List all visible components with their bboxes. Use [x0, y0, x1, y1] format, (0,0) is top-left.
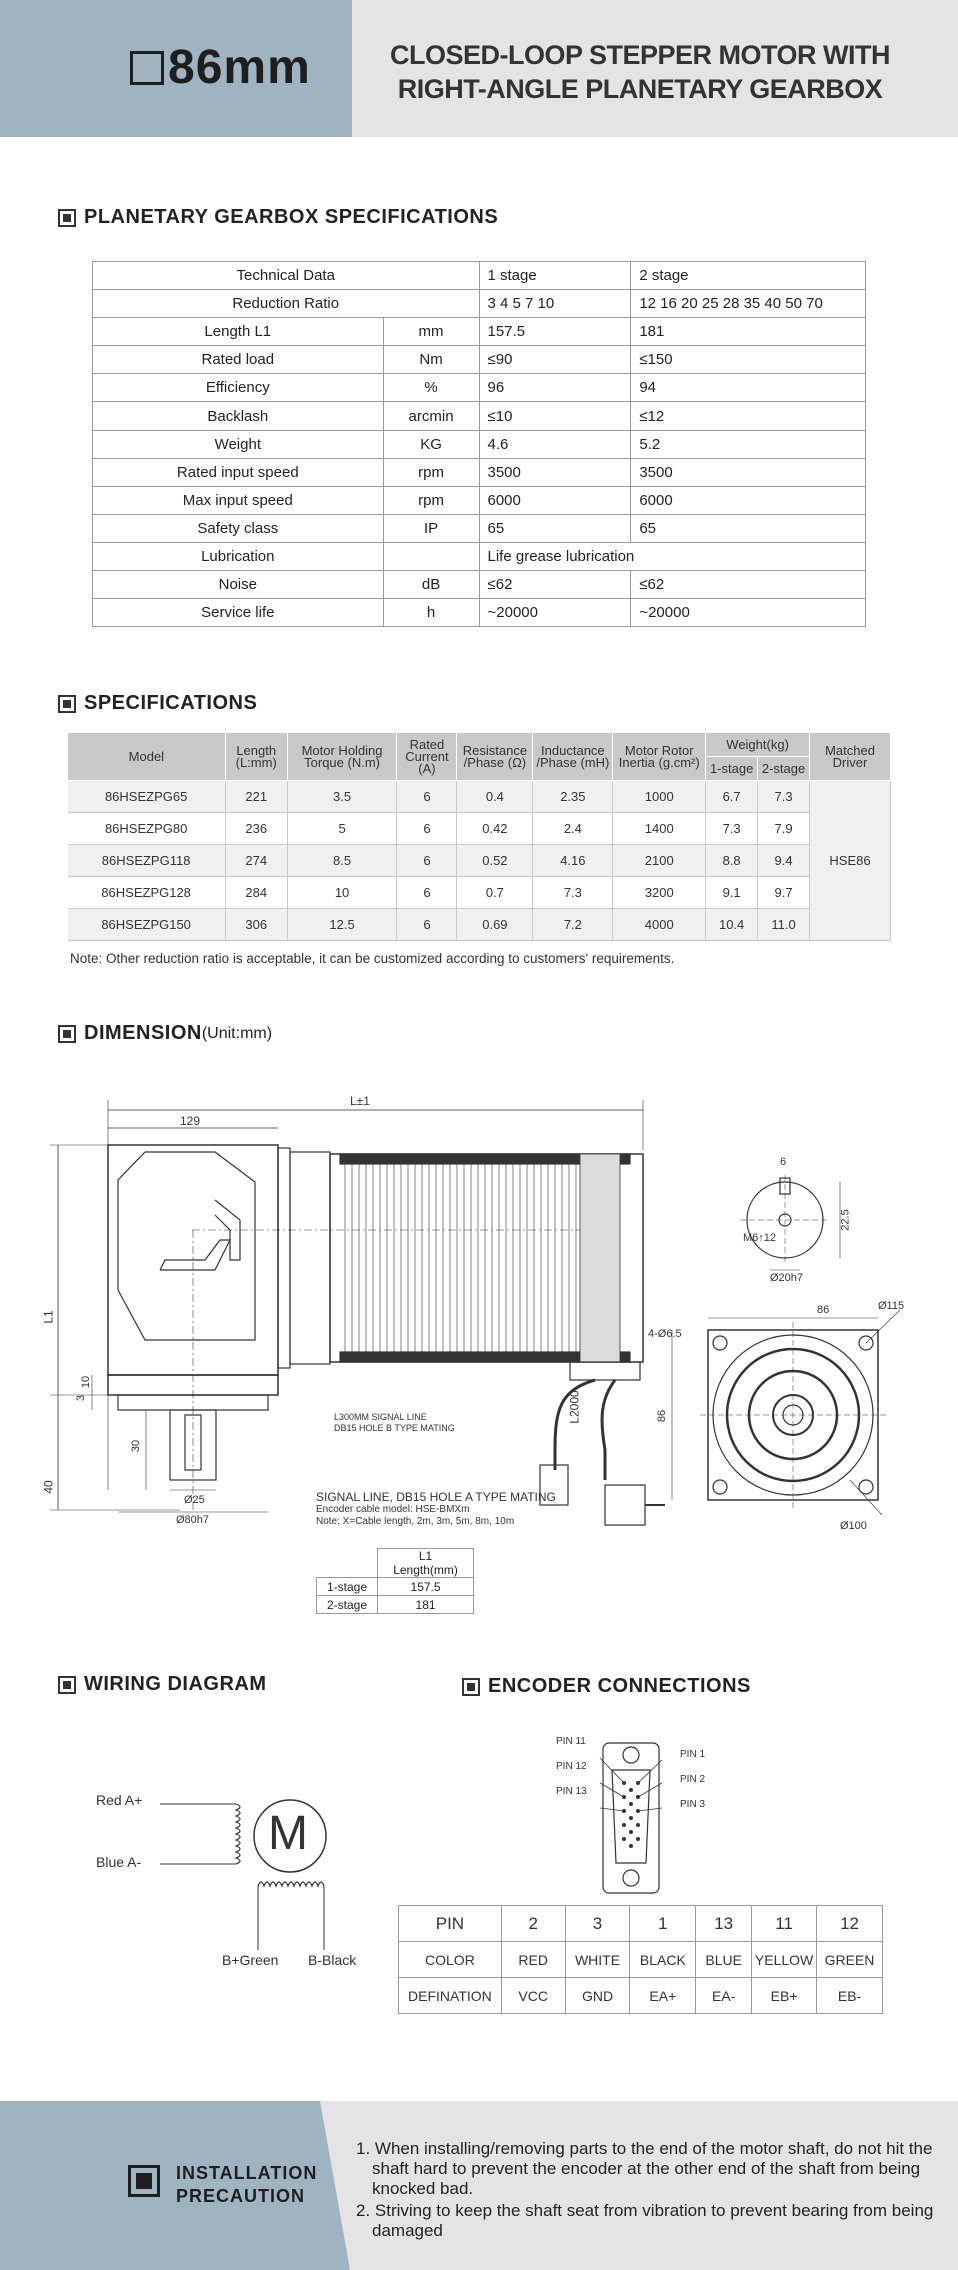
cell: 4.16 — [533, 845, 613, 877]
row-unit: % — [383, 374, 479, 402]
cell: EA+ — [630, 1978, 696, 2014]
wiring-diagram — [60, 1760, 390, 1990]
row-label: Length L1 — [93, 318, 384, 346]
dimension-drawing — [40, 1090, 940, 1610]
dim-20: Ø20h7 — [770, 1272, 804, 1284]
row-unit: Nm — [383, 346, 479, 374]
cell: 221 — [225, 781, 287, 813]
cell: 86HSEZPG128 — [68, 877, 226, 909]
encoder-heading — [462, 1675, 751, 1698]
cell: 11.0 — [758, 909, 810, 941]
cell: 12.5 — [287, 909, 397, 941]
cell: 2 — [501, 1906, 565, 1942]
cell: 9.4 — [758, 845, 810, 877]
ratio-stage1: 3 4 5 7 10 — [479, 290, 631, 318]
row-stage1: ≤90 — [479, 346, 631, 374]
table-row — [93, 599, 866, 627]
table-row — [93, 346, 866, 374]
cell: 7.2 — [533, 909, 613, 941]
cell: 86HSEZPG65 — [68, 781, 226, 813]
specs-heading-text: SPECIFICATIONS — [84, 692, 258, 714]
dimension-svg — [40, 1090, 940, 1610]
precaution-item-2: 2. Striving to keep the shaft seat from vibration to prevent bearing from being damaged — [356, 2201, 934, 2240]
product-title-line1: CLOSED-LOOP STEPPER MOTOR WITH — [389, 40, 891, 70]
cell: 7.3 — [533, 877, 613, 909]
footer-title-line2: PRECAUTION — [176, 2186, 306, 2206]
row-stage2: 5.2 — [631, 430, 866, 458]
table-row — [317, 1578, 474, 1596]
gearbox-table — [92, 261, 866, 627]
cell: GREEN — [817, 1942, 883, 1978]
signal-line-b-1: L300MM SIGNAL LINE — [334, 1412, 427, 1422]
header-banner — [0, 0, 958, 137]
section-square-icon — [462, 1678, 480, 1696]
table-row — [399, 1978, 883, 2014]
cell: EB+ — [752, 1978, 817, 2014]
col-stage2: 2-stage — [758, 757, 810, 781]
cell: 86HSEZPG118 — [68, 845, 226, 877]
table-row — [93, 374, 866, 402]
col-length: Length (L:mm) — [225, 733, 287, 781]
row-stage1: 157.5 — [479, 318, 631, 346]
pin-2-label: PIN 2 — [680, 1774, 706, 1785]
row-stage1: 3500 — [479, 458, 631, 486]
cell: COLOR — [399, 1942, 502, 1978]
cell: BLACK — [630, 1942, 696, 1978]
cell: 274 — [225, 845, 287, 877]
row-stage1: ~20000 — [479, 599, 631, 627]
row-stage2: ≤150 — [631, 346, 866, 374]
cell: 7.3 — [758, 781, 810, 813]
row-label: Efficiency — [93, 374, 384, 402]
row-label: Weight — [93, 430, 384, 458]
row-stage1: 65 — [479, 514, 631, 542]
cell: GND — [565, 1978, 630, 2014]
dim-25: Ø25 — [184, 1494, 205, 1506]
col-torque: Motor Holding Torque (N.m) — [287, 733, 397, 781]
row-label: Rated input speed — [93, 458, 384, 486]
signal-line-b-2: DB15 HOLE B TYPE MATING — [334, 1423, 455, 1433]
cell: 0.69 — [457, 909, 533, 941]
section-square-icon — [58, 209, 76, 227]
section-square-icon — [58, 1025, 76, 1043]
cell: 6 — [397, 845, 457, 877]
dimension-heading-text: DIMENSION — [84, 1022, 202, 1044]
table-row — [93, 486, 866, 514]
wire-black-label: B-Black — [308, 1952, 357, 1968]
cell: 236 — [225, 813, 287, 845]
table-row — [68, 813, 891, 845]
table-row — [93, 458, 866, 486]
wiring-heading — [58, 1673, 267, 1696]
cell: 86HSEZPG80 — [68, 813, 226, 845]
row-unit: KG — [383, 430, 479, 458]
dim-115: Ø115 — [878, 1300, 905, 1312]
gearbox-heading-text: PLANETARY GEARBOX SPECIFICATIONS — [84, 206, 499, 228]
precaution-list — [356, 2139, 936, 2243]
row-unit: mm — [383, 318, 479, 346]
cell: 8.5 — [287, 845, 397, 877]
cell: 3.5 — [287, 781, 397, 813]
table-row — [93, 430, 866, 458]
footer-title-line1: INSTALLATION — [176, 2163, 318, 2183]
section-square-icon — [58, 695, 76, 713]
cell: 6 — [397, 877, 457, 909]
cell: 284 — [225, 877, 287, 909]
cell: 2.4 — [533, 813, 613, 845]
row-stage2: 94 — [631, 374, 866, 402]
cell: 10.4 — [706, 909, 758, 941]
encoder-table — [398, 1905, 883, 2014]
model-size-text: 86mm — [168, 41, 311, 94]
cell: 157.5 — [378, 1578, 474, 1596]
wire-blue-label: Blue A- — [96, 1854, 142, 1870]
table-row — [93, 290, 866, 318]
cell — [317, 1549, 378, 1578]
wiring-heading-text: WIRING DIAGRAM — [84, 1673, 267, 1695]
cell: 9.1 — [706, 877, 758, 909]
table-row — [317, 1596, 474, 1614]
pin-1-label: PIN 1 — [680, 1749, 706, 1760]
cell: BLUE — [696, 1942, 752, 1978]
dim-holes: 4-Ø6.5 — [648, 1328, 682, 1340]
col-weight: Weight(kg) — [706, 733, 810, 757]
encoder-cable-model: Encoder cable model: HSE-BMXm — [316, 1504, 470, 1515]
gearbox-head-stage1: 1 stage — [479, 262, 631, 290]
cell: 4000 — [613, 909, 706, 941]
col-inductance: Inductance /Phase (mH) — [533, 733, 613, 781]
dim-6: 6 — [780, 1156, 787, 1168]
row-unit: rpm — [383, 458, 479, 486]
cell: 3 — [565, 1906, 630, 1942]
table-row — [93, 318, 866, 346]
cell: 0.7 — [457, 877, 533, 909]
product-title-line2: RIGHT-ANGLE PLANETARY GEARBOX — [397, 74, 883, 104]
cell: YELLOW — [752, 1942, 817, 1978]
cell: 2.35 — [533, 781, 613, 813]
dim-m6: M6↑12 — [743, 1232, 777, 1244]
cell: 1-stage — [317, 1578, 378, 1596]
dim-86-side: 86 — [656, 1409, 669, 1423]
row-label: Noise — [93, 571, 384, 599]
row-unit: h — [383, 599, 479, 627]
table-row — [93, 402, 866, 430]
cell: 1400 — [613, 813, 706, 845]
cell: 6.7 — [706, 781, 758, 813]
cell: 8.8 — [706, 845, 758, 877]
dim-10: 10 — [80, 1375, 93, 1389]
pin-12-label: PIN 12 — [556, 1761, 587, 1772]
table-row — [68, 877, 891, 909]
pin-3-label: PIN 3 — [680, 1799, 706, 1810]
row-stage2: 3500 — [631, 458, 866, 486]
cell: 10 — [287, 877, 397, 909]
matched-driver: HSE86 — [810, 781, 891, 941]
cell: 11 — [752, 1906, 817, 1942]
lubrication-unit — [383, 542, 479, 570]
cell: 3200 — [613, 877, 706, 909]
cell: 13 — [696, 1906, 752, 1942]
table-row — [399, 1942, 883, 1978]
cell: VCC — [501, 1978, 565, 2014]
pin-13-label: PIN 13 — [556, 1786, 587, 1797]
gearbox-head-tech: Technical Data — [93, 262, 480, 290]
cell: 0.4 — [457, 781, 533, 813]
specs-heading — [58, 692, 257, 715]
dim-80: Ø80h7 — [176, 1514, 210, 1526]
col-current: Rated Current (A) — [397, 733, 457, 781]
table-header-row — [68, 733, 891, 757]
dimension-unit: (Unit:mm) — [201, 1024, 273, 1042]
signal-line-title: SIGNAL LINE, DB15 HOLE A TYPE MATING — [316, 1490, 556, 1504]
table-row — [93, 514, 866, 542]
row-stage1: ≤62 — [479, 571, 631, 599]
lubrication-label: Lubrication — [93, 542, 384, 570]
dim-40: 40 — [41, 1480, 56, 1494]
model-size — [130, 40, 311, 95]
table-row — [93, 542, 866, 570]
col-stage1: 1-stage — [706, 757, 758, 781]
table-row — [317, 1549, 474, 1578]
table-row — [68, 781, 891, 813]
dim-100: Ø100 — [840, 1520, 867, 1532]
row-label: Safety class — [93, 514, 384, 542]
row-stage2: 6000 — [631, 486, 866, 514]
dim-22-5: 22.5 — [839, 1209, 852, 1231]
table-row — [93, 571, 866, 599]
wire-green-label: B+Green — [222, 1952, 279, 1968]
ratio-label: Reduction Ratio — [93, 290, 480, 318]
stage-table-header: L1 Length(mm) — [378, 1549, 474, 1578]
dimension-heading — [58, 1022, 272, 1045]
dim-129: 129 — [180, 1114, 201, 1128]
row-stage2: 181 — [631, 318, 866, 346]
cell: 6 — [397, 781, 457, 813]
cell: 1000 — [613, 781, 706, 813]
footer-title — [176, 2162, 317, 2208]
cell: EA- — [696, 1978, 752, 2014]
col-inertia: Motor Rotor Inertia (g.cm²) — [613, 733, 706, 781]
footer-square-icon — [128, 2165, 160, 2197]
cell: PIN — [399, 1906, 502, 1942]
dim-length: L±1 — [350, 1094, 370, 1108]
cell: EB- — [817, 1978, 883, 2014]
row-stage1: 6000 — [479, 486, 631, 514]
stage-table — [316, 1548, 474, 1614]
cell: WHITE — [565, 1942, 630, 1978]
row-stage1: ≤10 — [479, 402, 631, 430]
cell: RED — [501, 1942, 565, 1978]
col-model: Model — [68, 733, 226, 781]
col-resistance: Resistance /Phase (Ω) — [457, 733, 533, 781]
specs-table — [67, 732, 891, 941]
row-label: Backlash — [93, 402, 384, 430]
cell: 0.42 — [457, 813, 533, 845]
cell: 12 — [817, 1906, 883, 1942]
cell: 7.3 — [706, 813, 758, 845]
row-unit: IP — [383, 514, 479, 542]
col-driver: Matched Driver — [810, 733, 891, 781]
ratio-stage2: 12 16 20 25 28 35 40 50 70 — [631, 290, 866, 318]
square-icon — [130, 51, 164, 85]
cell: 181 — [378, 1596, 474, 1614]
precaution-item-1: 1. When installing/removing parts to the end of the motor shaft, do not hit the shaft hard to prevent the encoder at the other end of the shaft from being knocked bad. — [356, 2139, 933, 2198]
row-unit: arcmin — [383, 402, 479, 430]
gearbox-heading — [58, 206, 498, 229]
row-label: Max input speed — [93, 486, 384, 514]
dim-3: 3 — [75, 1394, 88, 1402]
row-unit: rpm — [383, 486, 479, 514]
specs-note: Note: Other reduction ratio is acceptable, it can be customized according to customers' requirements. — [70, 951, 675, 966]
encoder-heading-text: ENCODER CONNECTIONS — [488, 1675, 751, 1697]
cell: 7.9 — [758, 813, 810, 845]
cell: 9.7 — [758, 877, 810, 909]
cell: DEFINATION — [399, 1978, 502, 2014]
row-stage1: 96 — [479, 374, 631, 402]
cell: 86HSEZPG150 — [68, 909, 226, 941]
cell: 6 — [397, 909, 457, 941]
table-row — [68, 909, 891, 941]
row-stage1: 4.6 — [479, 430, 631, 458]
lubrication-value: Life grease lubrication — [479, 542, 866, 570]
row-unit: dB — [383, 571, 479, 599]
installation-footer — [0, 2101, 958, 2270]
pin-11-label: PIN 11 — [556, 1736, 586, 1747]
cell: 5 — [287, 813, 397, 845]
table-row — [93, 262, 866, 290]
cell: 306 — [225, 909, 287, 941]
dim-l1: L1 — [41, 1310, 56, 1324]
dim-l2000: L2000 — [567, 1390, 582, 1424]
cell: 1 — [630, 1906, 696, 1942]
section-square-icon — [58, 1676, 76, 1694]
row-stage2: ≤12 — [631, 402, 866, 430]
db15-connector — [540, 1735, 740, 1895]
dim-30: 30 — [130, 1439, 143, 1453]
dim-86-top: 86 — [817, 1304, 830, 1316]
motor-symbol: M — [268, 1807, 308, 1860]
row-stage2: 65 — [631, 514, 866, 542]
row-label: Rated load — [93, 346, 384, 374]
row-stage2: ~20000 — [631, 599, 866, 627]
cell: 2100 — [613, 845, 706, 877]
cell: 6 — [397, 813, 457, 845]
wire-red-label: Red A+ — [96, 1792, 143, 1808]
product-title — [360, 38, 920, 106]
table-row — [68, 845, 891, 877]
cell: 2-stage — [317, 1596, 378, 1614]
row-stage2: ≤62 — [631, 571, 866, 599]
connector-svg — [540, 1735, 740, 1895]
table-row — [399, 1906, 883, 1942]
row-label: Service life — [93, 599, 384, 627]
cell: 0.52 — [457, 845, 533, 877]
gearbox-head-stage2: 2 stage — [631, 262, 866, 290]
cable-length-note: Note: X=Cable length, 2m, 3m, 5m, 8m, 10m — [316, 1516, 515, 1527]
